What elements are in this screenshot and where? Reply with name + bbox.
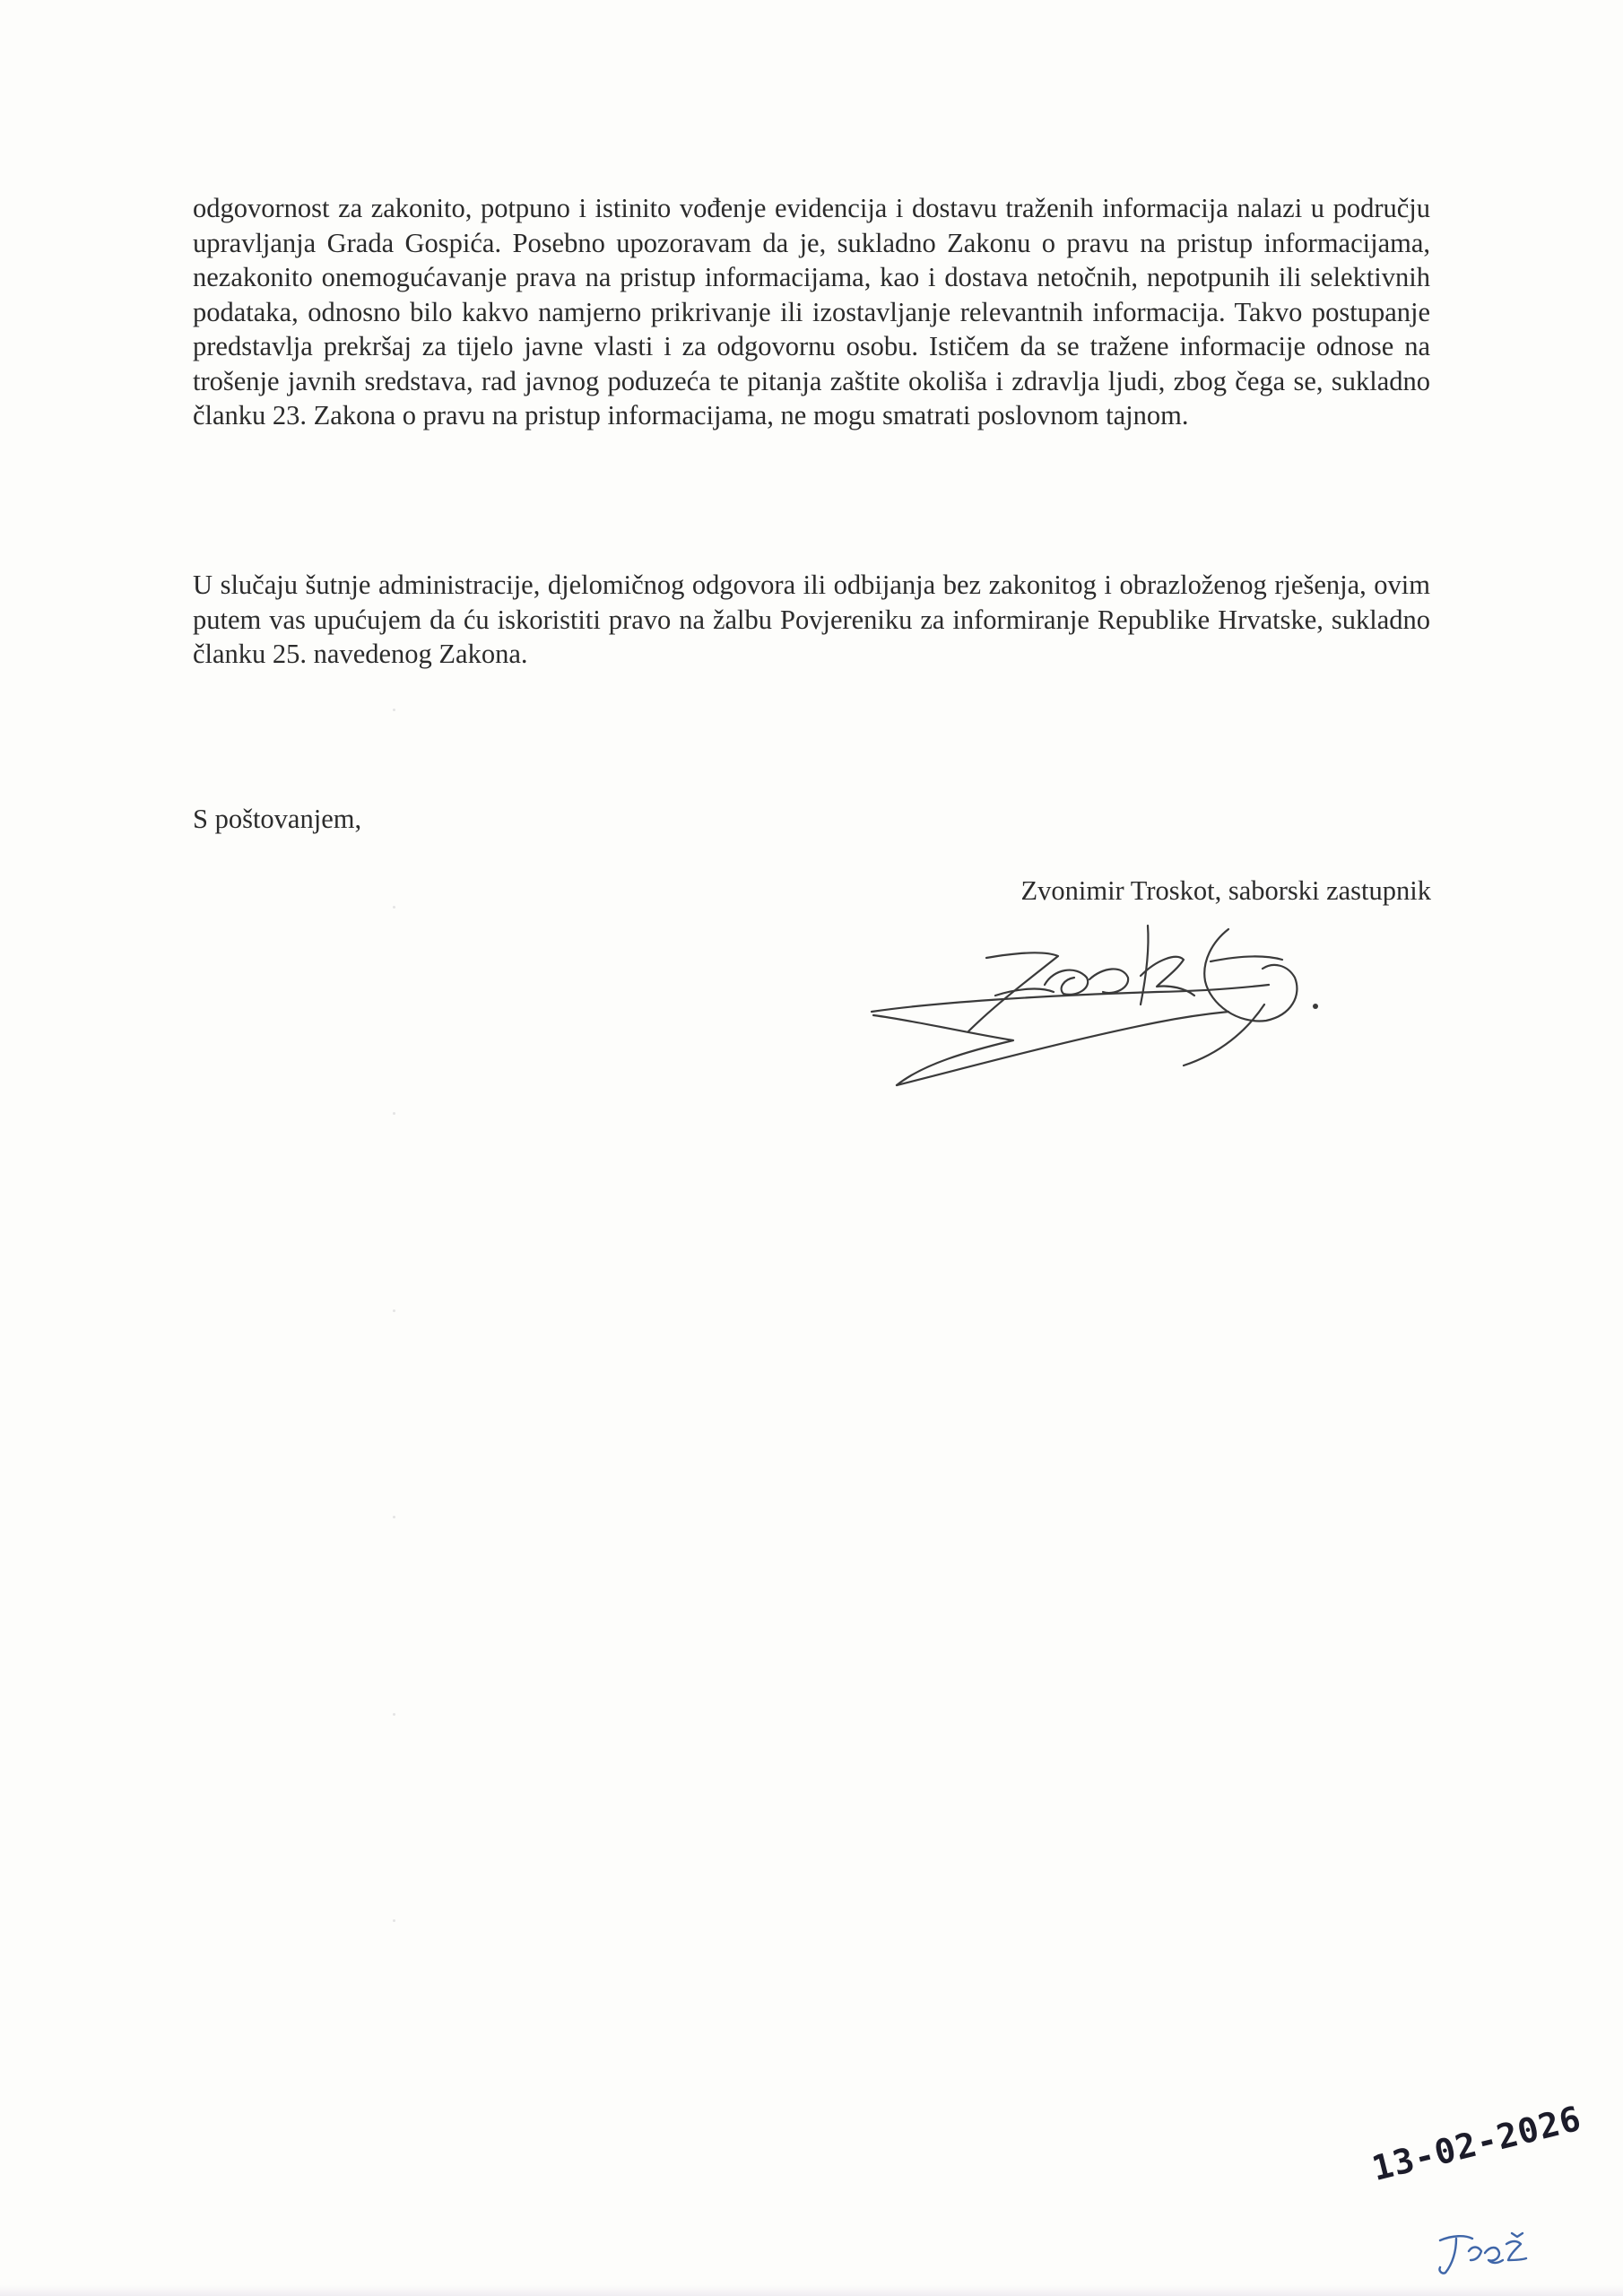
- handwritten-signature: [861, 906, 1345, 1094]
- body-paragraph-2: [193, 568, 1430, 672]
- scan-speck: [393, 1309, 395, 1312]
- body-paragraph-1-text: odgovornost za zakonito, potpuno i istinito vođenje evidencija i dostavu traženih informacija nalazi u području upravljanja Grada Gospića. Posebno upozoravam da je, sukladno Zakonu o pravu na pristup informacijama, nezakonito onemogućavanje prava na pristup informacijama, kao i dostava netočnih, nepotpunih ili selektivnih podataka, odnosno bilo kakvo namjerno prikrivanje ili izostavljanje relevantnih informacija. Takvo postupanje predstavlja prekršaj za tijelo javne vlasti i za odgovornu osobu. Ističem da se tražene informacije odnose na trošenje javnih sredstava, rad javnog poduzeća te pitanja zaštite okoliša i zdravlja ljudi, zbog čega se, sukladno članku 23. Zakona o pravu na pristup informacijama, ne mogu smatrati poslovnom tajnom.: [193, 193, 1430, 430]
- scan-speck: [393, 1112, 395, 1115]
- closing-salutation: S poštovanjem,: [193, 804, 362, 834]
- body-paragraph-2-text: U slučaju šutnje administracije, djelomičnog odgovora ili odbijanja bez zakonitog i obrazloženog rješenja, ovim putem vas upućujem da ću iskoristiti pravo na žalbu Povjereniku za informiranje Republike Hrvatske, sukladno članku 25. navedenog Zakona.: [193, 570, 1430, 669]
- signer-name: Zvonimir Troskot, saborski zastupnik: [1020, 875, 1431, 906]
- body-paragraph-1: [193, 191, 1430, 433]
- scan-speck: [393, 1516, 395, 1518]
- scan-speck: [393, 1713, 395, 1716]
- scan-speck: [393, 906, 395, 909]
- scan-bottom-edge: [0, 2285, 1623, 2296]
- received-date-stamp: 13-02-2026: [1367, 2098, 1585, 2189]
- handwritten-initials: [1435, 2224, 1533, 2278]
- scan-speck: [393, 709, 395, 711]
- scan-speck: [393, 1919, 395, 1922]
